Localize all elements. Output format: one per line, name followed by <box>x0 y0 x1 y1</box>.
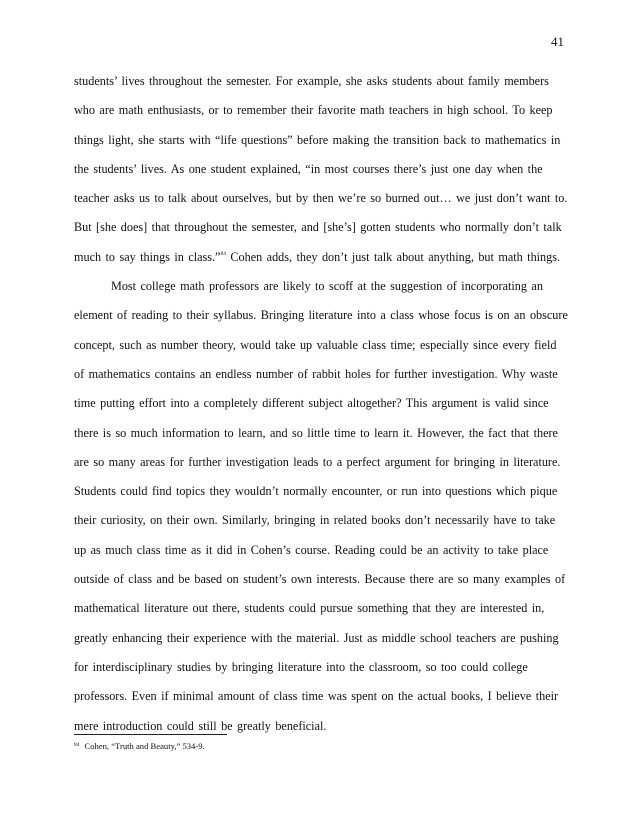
footnote-marker: 84 <box>74 742 80 748</box>
text-line-9: element of reading to their syllabus. Bringing literature into a class whose focus is on an obscure <box>74 308 568 323</box>
text-line-4: the students’ lives. As one student explained, “in most courses there’s just one day when the <box>74 161 543 176</box>
text-line-1: students’ lives throughout the semester. For example, she asks students about family members <box>74 74 549 88</box>
text-line-17: up as much class time as it did in Cohen’s course. Reading could be an activity to take place <box>74 542 549 557</box>
text-line-6: But [she does] that throughout the semester, and [she’s] gotten students who normally don’t talk <box>74 220 562 235</box>
paragraph-start-line: Most college math professors are likely to scoff at the suggestion of incorporating an <box>111 279 543 294</box>
text-line-12: time putting effort into a completely different subject altogether? This argument is valid since <box>74 396 549 411</box>
footnote-reference: 84 <box>220 250 226 257</box>
text-line-11: of mathematics contains an endless number of rabbit holes for further investigation. Why waste <box>74 366 558 381</box>
text-line-7 <box>74 243 566 272</box>
text-line-10: concept, such as number theory, would take up valuable class time; especially since every field <box>74 337 557 352</box>
text-line-3: things light, she starts with “life questions” before making the transition back to mathematics in <box>74 132 561 147</box>
text-line-2: who are math enthusiasts, or to remember their favorite math teachers in high school. To keep <box>74 103 553 118</box>
text-line-20: greatly enhancing their experience with the material. Just as middle school teachers are pushing <box>74 630 559 645</box>
text-line-22: professors. Even if minimal amount of class time was spent on the actual books, I believe their <box>74 689 559 704</box>
text-line-7-start: much to say things in class.” <box>74 249 221 264</box>
footnote-divider <box>74 734 227 735</box>
text-line-7-end: Cohen adds, they don’t just talk about anything, but math things. <box>225 249 561 264</box>
footnote-text: Cohen, “Truth and Beauty,” 534-9. <box>84 741 205 751</box>
text-line-19: mathematical literature out there, students could pursue something that they are interested in, <box>74 601 545 616</box>
text-line-16: their curiosity, on their own. Similarly, bringing in related books don’t necessarily have to take <box>74 513 556 528</box>
body-text <box>74 67 566 741</box>
footnote <box>74 740 205 752</box>
text-line-5: teacher asks us to talk about ourselves, but by then we’re so burned out… we just don’t want to. <box>74 191 568 206</box>
text-line-13: there is so much information to learn, and so little time to learn it. However, the fact that there <box>74 425 558 440</box>
text-line-18: outside of class and be based on student’s own interests. Because there are so many examples of <box>74 572 566 587</box>
page-number: 41 <box>551 34 564 49</box>
text-line-14: are so many areas for further investigation leads to a perfect argument for bringing in literature. <box>74 454 561 469</box>
text-line-23: mere introduction could still be greatly beneficial. <box>74 718 327 733</box>
text-line-21: for interdisciplinary studies by bringing literature into the classroom, so too could college <box>74 659 528 674</box>
text-line-15: Students could find topics they wouldn’t normally encounter, or run into questions which pique <box>74 484 558 499</box>
